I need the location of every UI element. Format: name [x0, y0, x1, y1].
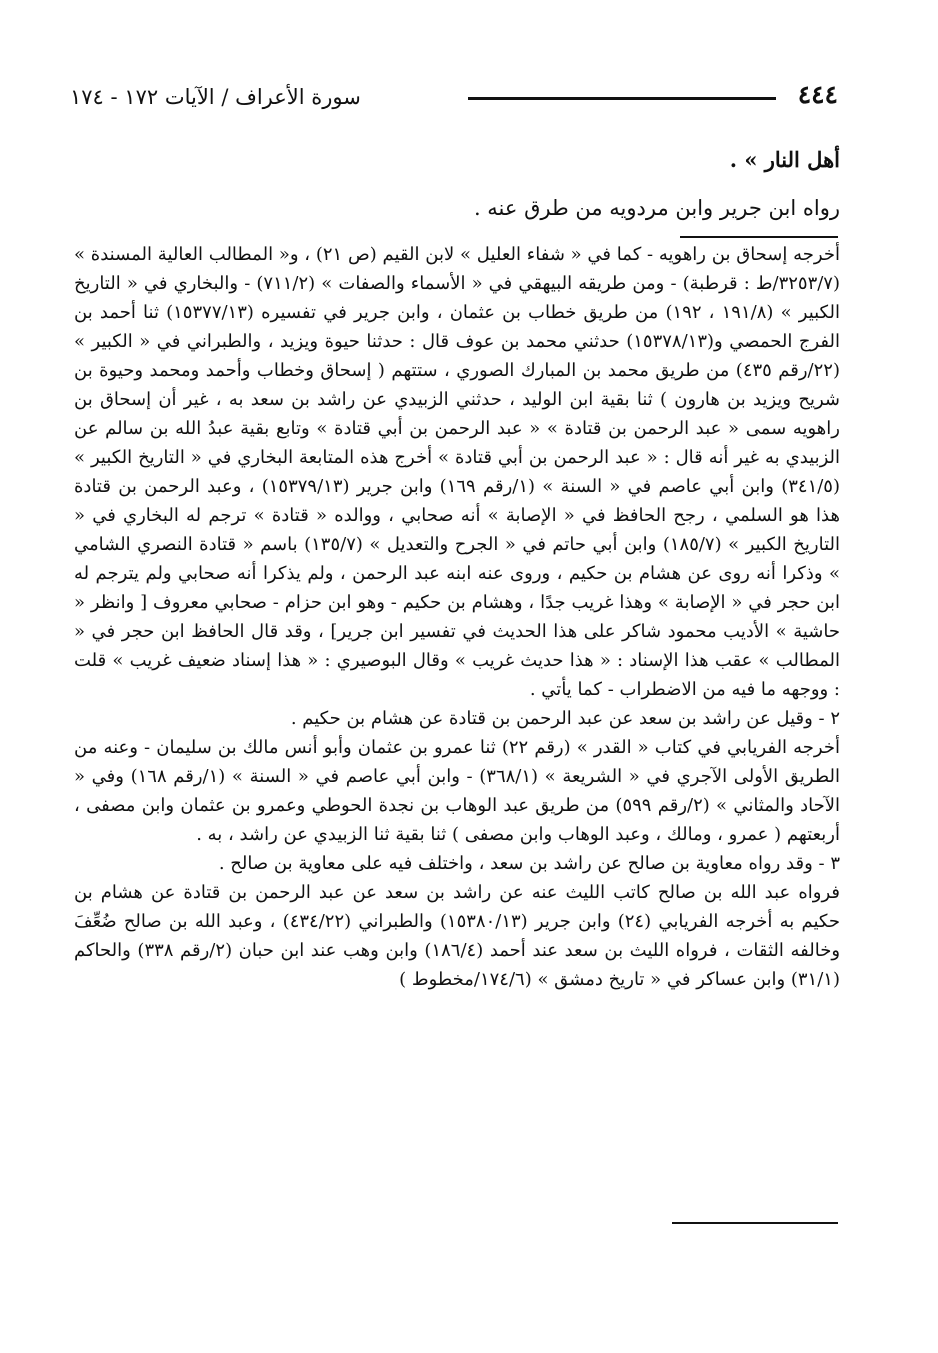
footnote-separator [680, 236, 838, 238]
main-text [100, 136, 840, 232]
footnote-item-3: ٣ - وقد رواه معاوية بن صالح عن راشد بن سعد ، واختلف فيه على معاوية بن صالح . [218, 853, 840, 874]
running-header [70, 80, 838, 114]
footnote-paragraph: فرواه عبد الله بن صالح كاتب الليث عنه عن راشد بن سعد عن عبد الرحمن بن قتادة عن هشام بن حكيم به أخرجه الفريابي (٢٤) وابن جرير (١٥٣٨٠/١٣) والطبراني (٤٣٤/٢٢) ، وعبد الله بن صالح ضُعِّفَ وخالفه الثقات ، فرواه الليث بن سعد عند أحمد (١٨٦/٤) وابن وهب عند ابن حبان (٢/رقم ٣٣٨) والحاكم (٣١/١) وابن عساكر في « تاريخ دمشق » (١٧٤/٦/مخطوط ) [74, 882, 841, 990]
continuation-text: أهل النار » . [729, 147, 840, 172]
footnote-paragraph: أخرجه إسحاق بن راهويه - كما في « شفاء العليل » لابن القيم (ص ٢١) ، و« المطالب العالية المسندة » (٣٢٥٣/٧/ط : قرطبة) - ومن طريقه البيهقي في « الأسماء والصفات » (٧١١/٢) - والبخاري في « التاريخ الكبير » (١٩١/٨ ، ١٩٢) من طريق خطاب بن عثمان ، وابن جرير في تفسيره (١٥٣٧٧/١٣) ثنا أحمد بن الفرج الحمصي و(١٥٣٧٨/١٣) حدثني محمد بن عوف قال : حدثنا حيوة ويزيد ، والطبراني في « الكبير » (٢٢/رقم ٤٣٥) من طريق محمد بن المبارك الصوري ، ستتهم ( إسحاق وخطاب وأحمد ومحمد وحيوة بن شريح ويزيد بن هارون ) ثنا بقية ابن الوليد ، حدثني الزبيدي عن راشد بن سعد به ، غير أن إسحاق بن راهويه سمى « عبد الرحمن بن قتادة » « عبد الرحمن بن أبي قتادة » وتابع بقية عبدُ الله بن سالم عن الزبيدي به غير أنه قال : « عبد الرحمن بن أبي قتادة » أخرج هذه المتابعة البخاري في « التاريخ الكبير » (٣٤١/٥) وابن أبي عاصم في « السنة » (١/رقم ١٦٩) وابن جرير (١٥٣٧٩/١٣) ، وعبد الرحمن بن قتادة هذا هو السلمي ، رجح الحافظ في « الإصابة » أنه صحابي ، ووالده « قتادة » ترجم له البخاري في « التاريخ الكبير » (١٨٥/٧) وابن أبي حاتم في « الجرح والتعديل » (١٣٥/٧) باسم « قتادة النصري الشامي » وذكرا أنه روى عن هشام بن حكيم ، وروى عنه ابنه عبد الرحمن ، ولم يذكرا أنه صحابي ولم يترجم له ابن حجر في « الإصابة » وهذا غريب جدًا ، وهشام بن حكيم - وهو ابن حزام - صحابي معروف [ وانظر « حاشية » الأديب محمود شاكر على هذا الحديث في تفسير ابن جرير] ، وقد قال الحافظ ابن حجر في « المطالب » عقب هذا الإسناد : « هذا حديث غريب » وقال البوصيري : « هذا إسناد ضعيف غريب » قلت : ووجهه ما فيه من الاضطراب - كما يأتي . [74, 244, 841, 700]
surah-title: سورة الأعراف / الآيات ١٧٢ - ١٧٤ [70, 85, 361, 109]
header-rule [468, 97, 776, 100]
bottom-rule [672, 1222, 838, 1224]
footnote-paragraph: أخرجه الفريابي في كتاب « القدر » (رقم ٢٢) ثنا عمرو بن عثمان وأبو أنس مالك بن سليمان - وعنه من الطريق الأولى الآجري في « الشريعة » (٣٦٨/١) - وابن أبي عاصم في « السنة » (١/رقم ١٦٨) وفي « الآحاد والمثاني » (٢/رقم ٥٩٩) من طريق عبد الوهاب بن نجدة الحوطي وعمرو بن عثمان وابن مصفى ، أربعتهم ( عمرو ، ومالك ، وعبد الوهاب وابن مصفى ) ثنا بقية ثنا الزبيدي عن راشد ، به . [74, 737, 841, 845]
footnotes [74, 240, 840, 994]
narration-text: رواه ابن جرير وابن مردويه من طرق عنه . [473, 196, 840, 220]
footnote-item-2: ٢ - وقيل عن راشد بن سعد عن عبد الرحمن بن قتادة عن هشام بن حكيم . [290, 708, 840, 729]
page-number: ٤٤٤ [797, 80, 838, 109]
